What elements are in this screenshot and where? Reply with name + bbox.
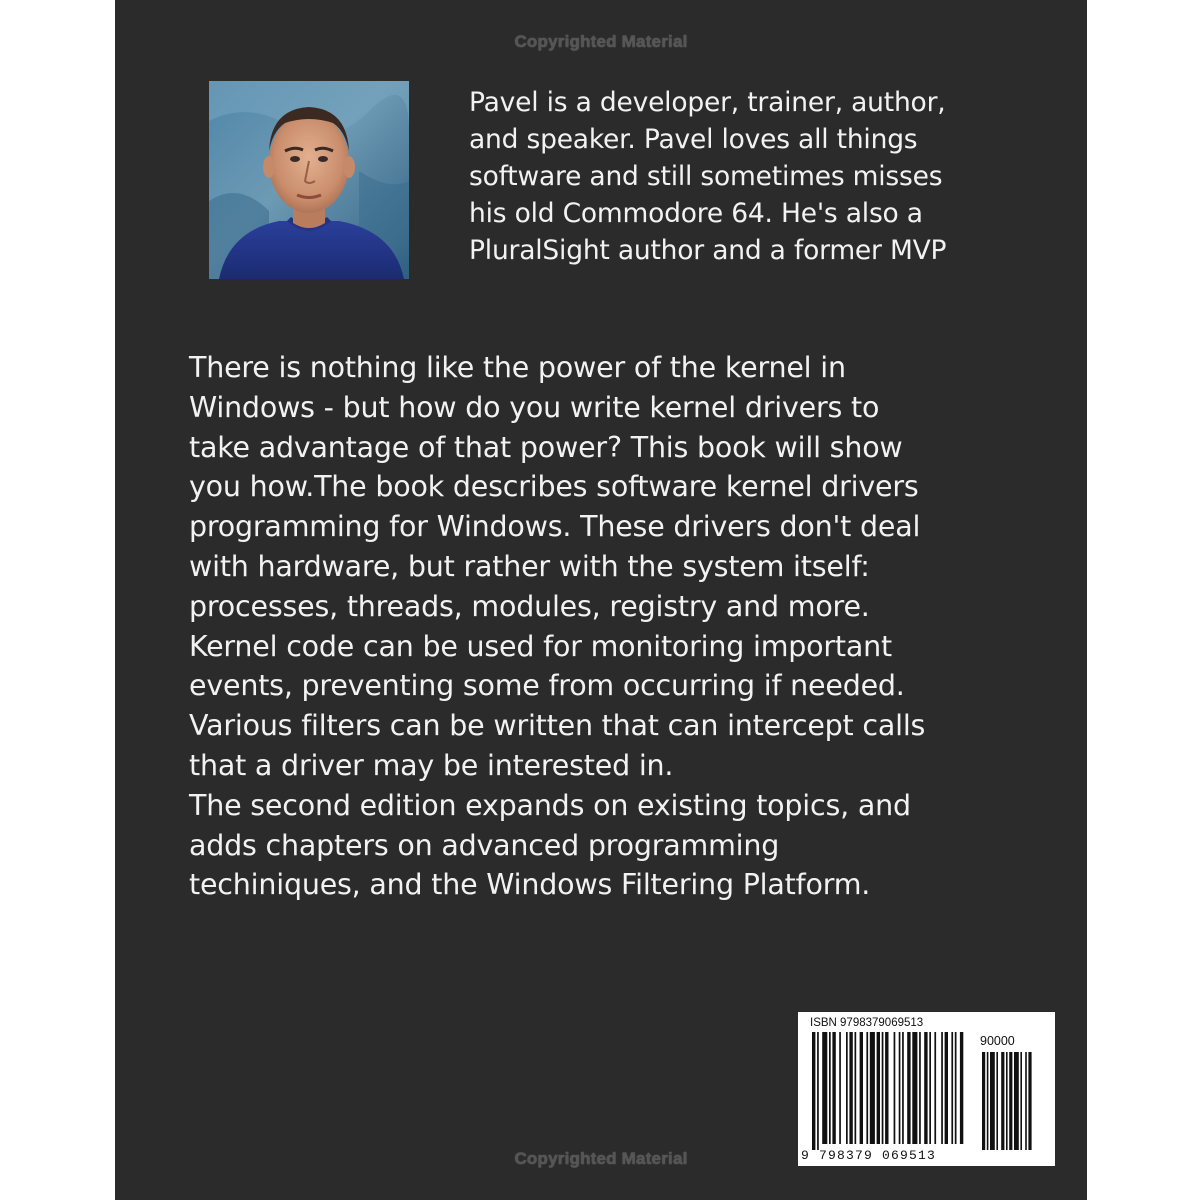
isbn-barcode-box xyxy=(798,1012,1055,1166)
description-line: that a driver may be interested in. xyxy=(189,748,674,782)
description-line: There is nothing like the power of the kernel in xyxy=(189,351,846,384)
description-line: processes, threads, modules, registry and more. xyxy=(189,589,870,623)
description-line: Various filters can be written that can intercept calls xyxy=(189,709,926,743)
ean-barcode xyxy=(798,1012,1055,1166)
book-back-cover xyxy=(115,0,1087,1200)
description-line: programming for Windows. These drivers don't deal xyxy=(189,510,921,544)
author-bio-line: his old Commodore 64. He's also a xyxy=(469,198,923,229)
description-line: Kernel code can be used for monitoring important xyxy=(189,629,893,663)
description-line: with hardware, but rather with the system itself: xyxy=(189,549,870,583)
description-line: The second edition expands on existing topics, and xyxy=(189,788,911,822)
author-bio-line: software and still sometimes misses xyxy=(469,161,943,192)
description-line: events, preventing some from occurring if needed. xyxy=(189,669,905,703)
book-description xyxy=(189,348,1049,905)
author-photo xyxy=(209,81,409,279)
author-portrait-image xyxy=(209,81,409,279)
author-bio-line: PluralSight author and a former MVP xyxy=(469,235,947,266)
price-code: 90000 xyxy=(980,1034,1015,1048)
description-line: techiniques, and the Windows Filtering Platform. xyxy=(189,868,871,902)
author-bio-line: Pavel is a developer, trainer, author, xyxy=(469,87,946,118)
ean-digits: 9 798379 069513 xyxy=(801,1148,937,1163)
description-line: you how.The book describes software kernel drivers xyxy=(189,470,919,504)
isbn-label: ISBN 9798379069513 xyxy=(810,1017,924,1029)
description-line: adds chapters on advanced programming xyxy=(189,828,780,862)
copyright-watermark-bottom: Copyrighted Material xyxy=(514,1149,688,1168)
author-bio-line: and speaker. Pavel loves all things xyxy=(469,124,918,155)
description-line: Windows - but how do you write kernel drivers to xyxy=(189,390,880,424)
description-line: take advantage of that power? This book will show xyxy=(189,430,903,464)
author-bio xyxy=(469,84,1069,269)
copyright-watermark-top: Copyrighted Material xyxy=(514,32,688,51)
